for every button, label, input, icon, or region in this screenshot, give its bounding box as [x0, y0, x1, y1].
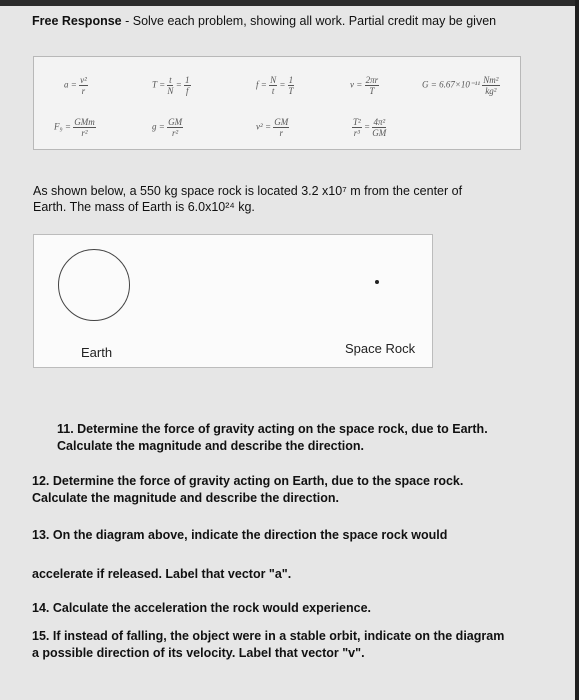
question-11-line-2: Calculate the magnitude and describe the direction. [57, 439, 365, 453]
right-edge [575, 0, 579, 700]
formula-kepler-third-law: $\frac{\text{T²}}{\text{r³}}$ = $\frac{\text{4π²}}{GM}$ [353, 117, 387, 138]
question-12-line-2: Calculate the magnitude and describe the direction. [32, 491, 340, 505]
formula-orbital-velocity-squared: v² = $\frac{GM}{r}$ [256, 117, 289, 138]
earth-rock-diagram [33, 234, 433, 368]
question-13-line-2: accelerate if released. Label that vector "a". [32, 567, 292, 581]
formula-gravitational-constant: G = 6.67×10⁻¹¹ $\frac{\text{Nm²}}{\text{kg²}}$ [422, 75, 499, 96]
question-13-line-1: 13. On the diagram above, indicate the direction the space rock would [32, 528, 448, 542]
intro-line-1: As shown below, a 550 kg space rock is located 3.2 x10⁷ m from the center of [33, 184, 463, 198]
header-title: Free Response [32, 14, 122, 28]
space-rock-label: Space Rock [345, 341, 416, 356]
formula-centripetal-accel: a = $\frac{\text{v²}}{r}$ [64, 75, 87, 96]
formula-period: T = $\frac{t}{N}$ = $\frac{1}{f}$ [152, 75, 190, 96]
earth-circle [58, 249, 130, 321]
formula-sheet [33, 56, 521, 150]
top-edge [0, 0, 579, 6]
problem-intro [33, 183, 523, 215]
question-12-line-1: 12. Determine the force of gravity acting on Earth, due to the space rock. [32, 474, 464, 488]
formula-gravitational-force: F₉ = $\frac{\text{GMm}}{\text{r²}}$ [54, 117, 95, 138]
formula-gravitational-field: g = $\frac{GM}{\text{r²}}$ [152, 117, 183, 138]
question-11-line-1: 11. Determine the force of gravity acting on the space rock, due to Earth. [57, 422, 488, 436]
formula-orbital-speed: v = $\frac{2\pi r}{T}$ [350, 75, 379, 96]
header-instructions: - Solve each problem, showing all work. Partial credit may be given [121, 14, 497, 28]
question-15-line-1: 15. If instead of falling, the object were in a stable orbit, indicate on the diagram [32, 629, 505, 643]
earth-label: Earth [81, 345, 113, 360]
question-15-line-2: a possible direction of its velocity. Label that vector "v". [32, 646, 365, 660]
formula-frequency: f = $\frac{N}{t}$ = $\frac{1}{T}$ [256, 75, 294, 96]
intro-line-2: Earth. The mass of Earth is 6.0x10²⁴ kg. [33, 200, 255, 214]
question-14: 14. Calculate the acceleration the rock would experience. [32, 601, 372, 615]
space-rock-dot [375, 280, 379, 284]
section-header [32, 13, 552, 30]
